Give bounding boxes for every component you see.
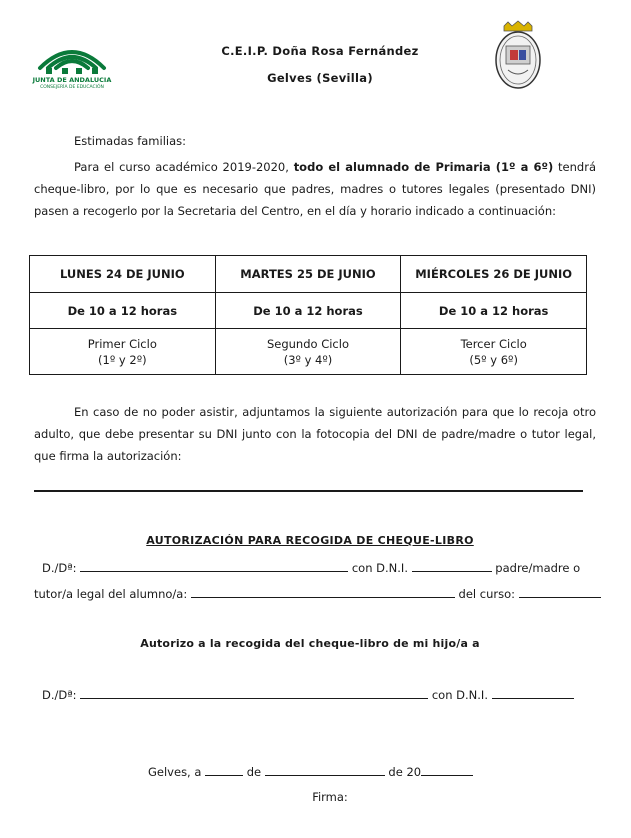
guardian-name-label: D./Dª:: [42, 561, 77, 575]
schedule-day-3: MIÉRCOLES 26 DE JUNIO: [401, 256, 587, 293]
junta-andalucia-logo: [32, 32, 112, 94]
student-name-label: tutor/a legal del alumno/a:: [34, 587, 188, 601]
delegate-dni-label: con D.N.I.: [431, 688, 488, 702]
date-month-label: de: [246, 765, 262, 779]
form-line-student: [34, 586, 601, 601]
schedule-cycle-3: [401, 329, 587, 375]
student-name-field[interactable]: [191, 586, 455, 598]
schedule-day-2: MARTES 25 DE JUNIO: [215, 256, 401, 293]
authorization-note-text: En caso de no poder asistir, adjuntamos la siguiente autorización para que lo recoja otro adulto, que debe presentar su DNI junto con la fotocopia del DNI de padre/madre o tutor legal, que firma la autorización:: [34, 405, 596, 463]
schedule-cycle-2: [215, 329, 401, 375]
schedule-cycle-row: [30, 329, 587, 375]
form-line-guardian: [42, 560, 580, 575]
cycle-grades: (5º y 6º): [469, 352, 518, 367]
date-year-field[interactable]: [421, 764, 473, 776]
schedule-hours-1: De 10 a 12 horas: [30, 293, 216, 329]
authorization-note: [34, 401, 596, 467]
form-line-delegate: [42, 687, 574, 702]
delegate-dni-field[interactable]: [492, 687, 574, 699]
student-course-field[interactable]: [519, 586, 601, 598]
form-title: AUTORIZACIÓN PARA RECOGIDA DE CHEQUE-LIBRO: [146, 534, 474, 547]
cycle-name: Tercer Ciclo: [460, 336, 527, 351]
intro-text-end: tendrá cheque-libro, por lo que es necesario que padres, madres o tutores legales (presentado DNI) pasen a recogerlo por la Secretaria del Centro, en el día y horario indicado a continuación:: [34, 160, 596, 218]
authorization-statement: Autorizo a la recogida del cheque-libro de mi hijo/a a: [140, 637, 480, 650]
schedule-hours-3: De 10 a 12 horas: [401, 293, 587, 329]
form-date-line: [148, 764, 473, 779]
intro-text-start: Para el curso académico 2019-2020,: [74, 160, 294, 174]
guardian-name-field[interactable]: [80, 560, 348, 572]
date-place-label: Gelves, a: [148, 765, 202, 779]
guardian-dni-label: con D.N.I.: [351, 561, 408, 575]
intro-text-bold: todo el alumnado de Primaria (1º a 6º): [293, 160, 554, 174]
crest-icon: [490, 20, 546, 90]
student-course-label: del curso:: [458, 587, 515, 601]
date-day-field[interactable]: [205, 764, 243, 776]
date-year-label: de 20: [388, 765, 422, 779]
signature-label: Firma:: [312, 790, 348, 804]
schedule-hours-row: [30, 293, 587, 329]
cycle-grades: (1º y 2º): [98, 352, 147, 367]
school-town: Gelves (Sevilla): [267, 71, 373, 85]
logo-subcaption: CONSEJERÍA DE EDUCACIÓN: [40, 85, 104, 90]
schedule-day-1: LUNES 24 DE JUNIO: [30, 256, 216, 293]
cycle-name: Segundo Ciclo: [266, 336, 349, 351]
cycle-grades: (3º y 4º): [283, 352, 333, 367]
guardian-dni-field[interactable]: [412, 560, 492, 572]
delegate-name-label: D./Dª:: [42, 688, 77, 702]
guardian-role-label: padre/madre o: [495, 561, 581, 575]
cycle-name: Primer Ciclo: [87, 336, 157, 351]
school-crest-logo: [490, 20, 546, 90]
greeting: Estimadas familias:: [74, 134, 187, 148]
schedule-table: [29, 255, 587, 375]
intro-paragraph: [34, 156, 596, 222]
schedule-days-row: [30, 256, 587, 293]
schedule-hours-2: De 10 a 12 horas: [215, 293, 401, 329]
logo-caption: JUNTA DE ANDALUCIA: [32, 76, 112, 84]
date-month-field[interactable]: [265, 764, 385, 776]
school-name: C.E.I.P. Doña Rosa Fernández: [221, 44, 419, 58]
separator-line: [34, 490, 583, 492]
delegate-name-field[interactable]: [80, 687, 428, 699]
schedule-cycle-1: [30, 329, 216, 375]
